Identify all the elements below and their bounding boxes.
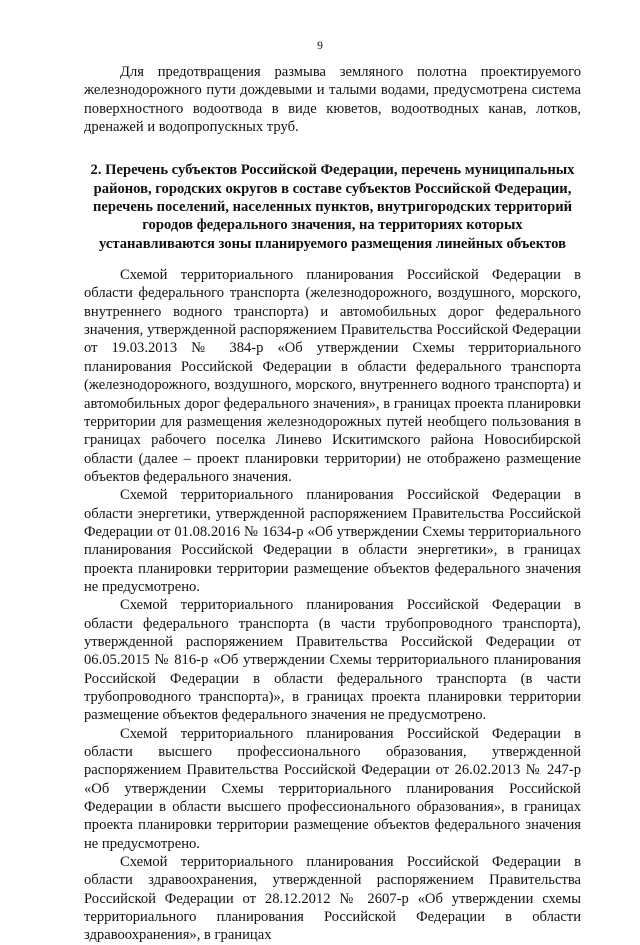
paragraph-healthcare: Схемой территориального планирования Российской Федерации в области здравоохранения, утвержденной распоряжением Правительства Российской Федерации от 28.12.2012 № 2607-р «Об утверждении схемы территориального планирования Российской Федерации в области здравоохранения», в границах: [84, 854, 581, 944]
paragraph-education: Схемой территориального планирования Российской Федерации в области высшего профессионального образования, утвержденной распоряжением Правительства Российской Федерации от 26.02.2013 № 247-р «Об утверждении Схемы территориального планирования Российской Федерации в области высшего профессионального образования», в границах проекта планировки территории размещение объектов федерального значения не предусмотрено.: [84, 725, 581, 852]
intro-paragraph: Для предотвращения размыва земляного полотна проектируемого железнодорожного пути дождевыми и талыми водами, предусмотрена система поверхностного водоотвода в виде кюветов, водоотводных канав, лотков, дренажей и водопропускных труб.: [84, 64, 581, 136]
document-body: [84, 63, 581, 945]
paragraph-transport: Схемой территориального планирования Российской Федерации в области федерального транспорта (железнодорожного, воздушного, морского, внутреннего водного транспорта) и автомобильных дорог федерального значения, утвержденной распоряжением Правительства Российской Федерации от 19.03.2013 № 384-р «Об утверждении Схемы территориального планирования Российской Федерации в области федерального транспорта (железнодорожного, воздушного, морского, внутреннего водного транспорта) и автомобильных дорог федерального значения», в границах проекта планировки территории для размещения железнодорожных путей необщего пользования в границах рабочего поселка Линево Искитимского района Новосибирской области (далее – проект планировки территории) не отображено размещение объектов федерального значения.: [84, 267, 581, 485]
page-number: 9: [317, 40, 323, 52]
paragraph-energy: Схемой территориального планирования Российской Федерации в области энергетики, утвержденной распоряжением Правительства Российской Федерации от 01.08.2016 № 1634-р «Об утверждении Схемы территориального планирования Российской Федерации в области энергетики», в границах проекта планировки территории размещение объектов федерального значения не предусмотрено.: [84, 487, 581, 595]
paragraph-pipeline: Схемой территориального планирования Российской Федерации в области федерального транспорта (в части трубопроводного транспорта), утвержденной распоряжением Правительства Российской Федерации от 06.05.2015 № 816-р «Об утверждении Схемы территориального планирования Российской Федерации в области федерального транспорта (в части трубопроводного транспорта)», в границах проекта планировки территории размещение объектов федерального значения не предусмотрено.: [84, 597, 581, 724]
section-heading: 2. Перечень субъектов Российской Федерации, перечень муниципальных районов, городских округов в составе субъектов Российской Федерации, перечень поселений, населенных пунктов, внутригородских территорий городов федерального значения, на территориях которых устанавливаются зоны планируемого размещения линейных объектов: [90, 162, 575, 252]
